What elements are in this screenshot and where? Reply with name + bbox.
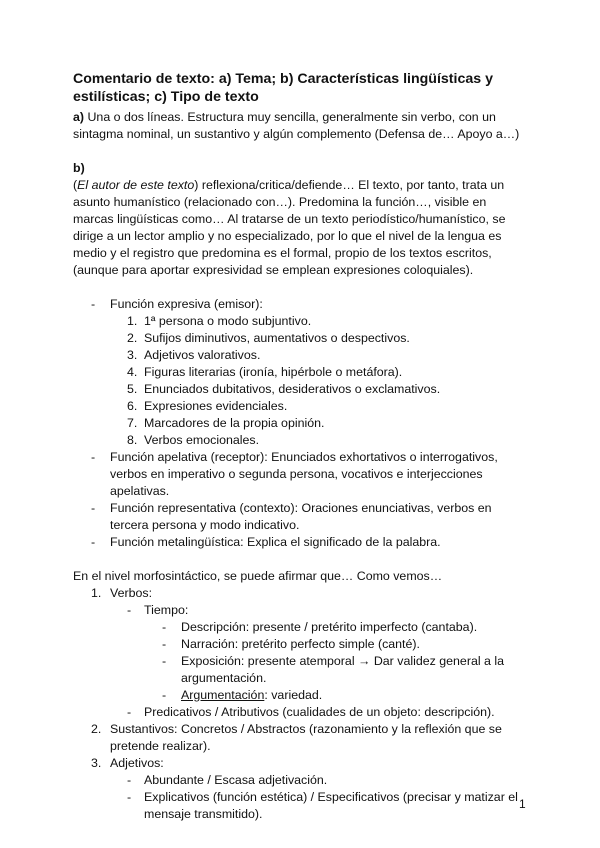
section-a-label: a)	[73, 110, 85, 124]
list-item	[73, 789, 528, 823]
list-item-text: Adjetivos:	[110, 756, 164, 770]
list-item-verbos	[73, 585, 528, 602]
list-marker: 6.	[127, 399, 138, 413]
list-item-predicativos	[73, 704, 528, 721]
list-item-text: Expresiones evidenciales.	[144, 399, 288, 413]
list-item	[73, 415, 528, 432]
list-item-text: Narración: pretérito perfecto simple (canté).	[181, 637, 420, 651]
function-metalinguistica	[73, 534, 528, 551]
section-a-text: Una o dos líneas. Estructura muy sencilla, generalmente sin verbo, con un sintagma nominal, un sustantivo y algún complemento (Defensa de… Apoyo a…)	[73, 110, 520, 141]
list-item	[73, 330, 528, 347]
underlined-term: Argumentación	[181, 688, 265, 702]
list-item-text: Exposición: presente atemporal → Dar validez general a la argumentación.	[181, 654, 505, 685]
list-marker: 1.	[91, 586, 102, 600]
list-marker: -	[127, 705, 132, 719]
list-item-text: : variedad.	[264, 688, 323, 702]
list-item	[73, 772, 528, 789]
list-item-text: Sustantivos: Concretos / Abstractos (razonamiento y la reflexión que se pretende realizar).	[110, 722, 502, 753]
list-item-text: Verbos emocionales.	[144, 433, 260, 447]
list-item-text: Figuras literarias (ironía, hipérbole o metáfora).	[144, 365, 403, 379]
list-marker: -	[127, 773, 132, 787]
list-marker: 8.	[127, 433, 138, 447]
list-marker: -	[127, 603, 132, 617]
list-item	[73, 653, 528, 687]
list-item	[73, 398, 528, 415]
function-representativa	[73, 500, 528, 534]
function-apelativa	[73, 449, 528, 500]
section-b-text: ) reflexiona/critica/defiende… El texto, por tanto, trata un asunto humanístico (relacionado con…). Predomina la función…, visible en marcas lingüísticas como… Al tratarse de un texto periodístico/humanístico, se dirige a un lector amplio y no especializado, por lo que el nivel de la lengua es medio y el registro que predomina es el formal, propio de los textos escritos, (aunque para aportar expresividad se emplean expresiones coloquiales).	[73, 178, 506, 277]
function-expresiva	[73, 296, 528, 313]
list-item	[73, 636, 528, 653]
list-item-text: Función apelativa (receptor): Enunciados exhortativos o interrogativos, verbos en imperativo o segunda persona, vocativos e interjecciones apelativas.	[110, 450, 498, 498]
morpho-intro: En el nivel morfosintáctico, se puede afirmar que… Como vemos…	[73, 569, 443, 583]
section-b-paragraph	[73, 177, 528, 279]
list-item-text: Función representativa (contexto): Oraciones enunciativas, verbos en tercera persona y modo indicativo.	[110, 501, 492, 532]
section-a-paragraph	[73, 109, 528, 143]
functions-list	[73, 296, 528, 551]
list-item-text: Tiempo:	[144, 603, 189, 617]
list-item-adjetivos	[73, 755, 528, 772]
list-marker: -	[91, 501, 96, 515]
list-item-text: Adjetivos valorativos.	[144, 348, 261, 362]
list-item	[73, 432, 528, 449]
list-item	[73, 313, 528, 330]
list-marker: -	[162, 654, 167, 668]
list-marker: 2.	[91, 722, 102, 736]
section-b-label: b)	[73, 161, 85, 175]
list-item-text: Función expresiva (emisor):	[110, 297, 263, 311]
list-marker: 4.	[127, 365, 138, 379]
document-title: Comentario de texto: a) Tema; b) Características lingüísticas y estilísticas; c) Tipo de texto	[73, 71, 493, 105]
document-page	[73, 70, 528, 823]
list-item-sustantivos	[73, 721, 528, 755]
list-item-tiempo	[73, 602, 528, 619]
list-item-text: Sufijos diminutivos, aumentativos o despectivos.	[144, 331, 410, 345]
list-marker: 1.	[127, 314, 138, 328]
author-phrase: El autor de este texto	[77, 178, 195, 192]
list-item	[73, 364, 528, 381]
list-marker: 5.	[127, 382, 138, 396]
list-marker: -	[162, 620, 167, 634]
list-item	[73, 347, 528, 364]
list-item-text: Predicativos / Atributivos (cualidades de un objeto: descripción).	[144, 705, 495, 719]
list-item-text: 1ª persona o modo subjuntivo.	[144, 314, 312, 328]
open-paren: (	[73, 178, 78, 192]
list-marker: -	[91, 535, 96, 549]
list-item	[73, 619, 528, 636]
list-item-text: Enunciados dubitativos, desiderativos o exclamativos.	[144, 382, 441, 396]
list-item	[73, 381, 528, 398]
list-marker: -	[127, 790, 132, 804]
list-item-text: Marcadores de la propia opinión.	[144, 416, 325, 430]
list-item-argumentacion	[73, 687, 528, 704]
list-marker: -	[91, 297, 96, 311]
page-number: 1	[519, 797, 526, 811]
list-marker: 2.	[127, 331, 138, 345]
list-item-text: Descripción: presente / pretérito imperfecto (cantaba).	[181, 620, 478, 634]
list-item-text: Función metalingüística: Explica el significado de la palabra.	[110, 535, 441, 549]
list-item-text: Explicativos (función estética) / Especificativos (precisar y matizar el mensaje transmitido).	[144, 790, 518, 821]
list-item-text: Verbos:	[110, 586, 153, 600]
morpho-list	[73, 585, 528, 823]
list-marker: -	[162, 688, 167, 702]
list-marker: -	[162, 637, 167, 651]
list-marker: -	[91, 450, 96, 464]
list-marker: 3.	[127, 348, 138, 362]
list-marker: 7.	[127, 416, 138, 430]
list-marker: 3.	[91, 756, 102, 770]
list-item-text: Abundante / Escasa adjetivación.	[144, 773, 328, 787]
